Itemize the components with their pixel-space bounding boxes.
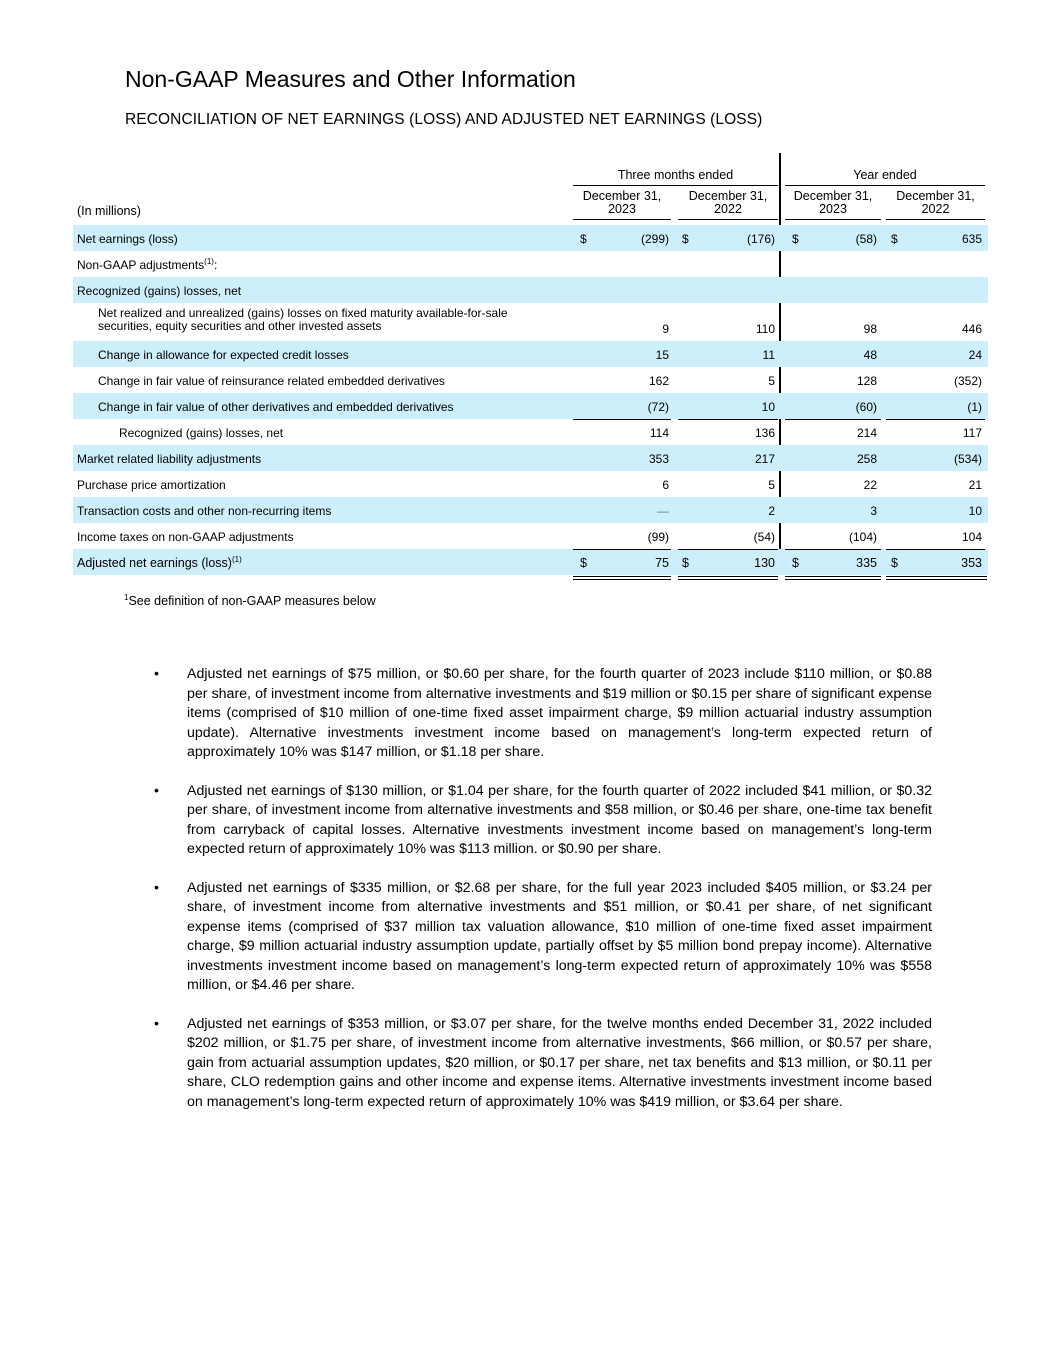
row-label: Net realized and unrealized (gains) losses on fixed maturity available-for-sale securities, equity securities and other invested assets: [98, 306, 508, 333]
currency-symbol: $: [891, 232, 898, 246]
cell-value: (299): [640, 232, 669, 246]
row-label: Market related liability adjustments: [77, 452, 262, 466]
cell-value: (534): [953, 452, 982, 466]
row-label: Non-GAAP adjustments$^{(1)}$:: [77, 257, 218, 272]
cell-value: 22: [863, 478, 877, 492]
group-header-year: Year ended: [785, 168, 985, 186]
row-label: Recognized (gains) losses, net: [119, 426, 284, 440]
commentary-list: [150, 665, 932, 1131]
cell-value: 3: [870, 504, 877, 518]
cell-value: 335: [856, 556, 877, 570]
cell-value: 5: [768, 374, 775, 388]
cell-value: 48: [863, 348, 877, 362]
currency-symbol: $: [792, 556, 799, 570]
list-item: • Adjusted net earnings of $75 million, or $0.60 per share, for the fourth quarter of 2023 include $110 million, or $0.88 per share, of investment income from alternative investments and $19 million or $0.15 per share of significant expense items (comprised of $10 million of one-time fixed asset impairment charge, $9 million actuarial industry assumption update). Alternative investments investment income based on management’s long-term expected return of approximately 10% was $147 million, or $1.18 per share.: [154, 666, 932, 760]
table-row: [73, 225, 988, 251]
units-label: (In millions): [77, 204, 141, 218]
cell-value: 162: [648, 374, 669, 388]
table-row-total: [73, 549, 988, 575]
row-label: Transaction costs and other non-recurring items: [77, 504, 332, 518]
cell-value: (58): [855, 232, 877, 246]
currency-symbol: $: [580, 556, 587, 570]
table-row: [73, 497, 988, 523]
list-item: • Adjusted net earnings of $353 million, or $3.07 per share, for the twelve months ended December 31, 2022 included $202 million, or $1.75 per share, of investment income from alternative investments, $66 million, or $0.57 per share, gain from actuarial assumption updates, $20 million, or $0.17 per share, net tax benefits and $13 million, or $0.11 per share, CLO redemption gains and other income and expense items. Alternative investments investment income based on management’s long-term expected return of approximately 10% was $419 million, or $3.64 per share.: [154, 1015, 932, 1110]
currency-symbol: $: [792, 232, 799, 246]
table-row: [73, 367, 988, 393]
cell-value: (104): [848, 530, 877, 544]
column-header: December 31, 2022: [678, 190, 778, 220]
currency-symbol: $: [891, 556, 898, 570]
cell-value: 10: [968, 504, 982, 518]
currency-symbol: $: [682, 232, 689, 246]
cell-value: 11: [762, 348, 775, 362]
row-label: Net earnings (loss): [77, 232, 178, 246]
cell-value: 15: [655, 348, 669, 362]
cell-value: (176): [746, 232, 775, 246]
cell-value: 353: [648, 452, 669, 466]
cell-value: 128: [856, 374, 877, 388]
cell-value: 446: [961, 322, 982, 336]
row-label: Recognized (gains) losses, net: [77, 284, 242, 298]
group-header-three-months: Three months ended: [573, 168, 778, 186]
cell-value: 10: [761, 400, 775, 414]
cell-value: 136: [754, 426, 775, 440]
table-row: [73, 471, 988, 497]
cell-value: 75: [655, 556, 669, 570]
page-title: Non-GAAP Measures and Other Information: [125, 66, 576, 92]
cell-value: 2: [768, 504, 775, 518]
column-header: December 31, 2023: [785, 190, 881, 220]
table-row: [73, 277, 988, 303]
cell-value: (352): [953, 374, 982, 388]
row-label: Change in fair value of other derivatives and embedded derivatives: [98, 400, 454, 414]
currency-symbol: $: [682, 556, 689, 570]
table-row: [73, 341, 988, 367]
page-subtitle: RECONCILIATION OF NET EARNINGS (LOSS) AND ADJUSTED NET EARNINGS (LOSS): [125, 111, 763, 128]
cell-value: 114: [649, 426, 669, 440]
cell-value: —: [657, 504, 669, 518]
currency-symbol: $: [580, 232, 587, 246]
table-row: [73, 445, 988, 471]
cell-value: (54): [753, 530, 775, 544]
table-row: [73, 523, 988, 549]
cell-value: 98: [863, 322, 877, 336]
cell-value: 104: [961, 530, 982, 544]
list-item: • Adjusted net earnings of $130 million, or $1.04 per share, for the fourth quarter of 2022 included $41 million, or $0.32 per share, of investment income from alternative investments and $58 million, or $0.46 per share, one-time tax benefit from carryback of capital losses. Alternative investments investment income based on management’s long-term expected return of approximately 10% was $113 million. or $0.90 per share.: [154, 782, 932, 857]
row-label: Adjusted net earnings (loss)$^{(1)}$: [77, 554, 242, 570]
cell-value: (72): [647, 400, 669, 414]
cell-value: 635: [961, 232, 982, 246]
cell-value: 214: [856, 426, 877, 440]
table-row: [73, 393, 988, 419]
column-header: December 31, 2023: [573, 190, 671, 220]
cell-value: (1): [967, 400, 982, 414]
table-row: [73, 251, 988, 277]
reconciliation-table: [73, 150, 988, 581]
cell-value: 6: [662, 478, 669, 492]
row-label: Change in allowance for expected credit losses: [98, 348, 349, 362]
table-row: [73, 419, 988, 445]
list-item: • Adjusted net earnings of $335 million, or $2.68 per share, for the full year 2023 included $405 million, or $3.24 per share, of investment income from alternative investments and $51 million, or $0.41 per share, of net significant expense items (comprised of $37 million tax valuation allowance, $10 million of one-time fixed asset impairment charge, $9 million actuarial industry assumption update, partially offset by $5 million bond prepay income). Alternative investments investment income based on management’s long-term expected return of approximately 10% was $558 million, or $4.46 per share.: [154, 879, 932, 993]
cell-value: 130: [754, 556, 775, 570]
table-row: [73, 303, 988, 341]
cell-value: (99): [647, 530, 669, 544]
table-header: [73, 150, 988, 225]
row-label: Change in fair value of reinsurance related embedded derivatives: [98, 374, 445, 388]
cell-value: 217: [754, 452, 775, 466]
row-label: Purchase price amortization: [77, 478, 226, 492]
cell-value: (60): [855, 400, 877, 414]
cell-value: 24: [968, 348, 982, 362]
cell-value: 110: [755, 322, 775, 336]
cell-value: 258: [856, 452, 877, 466]
cell-value: 9: [662, 322, 669, 336]
footnote: $^1$See definition of non-GAAP measures below: [124, 592, 376, 608]
cell-value: 117: [962, 426, 982, 440]
cell-value: 21: [968, 478, 982, 492]
cell-value: 5: [768, 478, 775, 492]
row-label: Income taxes on non-GAAP adjustments: [77, 530, 294, 544]
cell-value: 353: [961, 556, 982, 570]
column-header: December 31, 2022: [886, 190, 985, 220]
